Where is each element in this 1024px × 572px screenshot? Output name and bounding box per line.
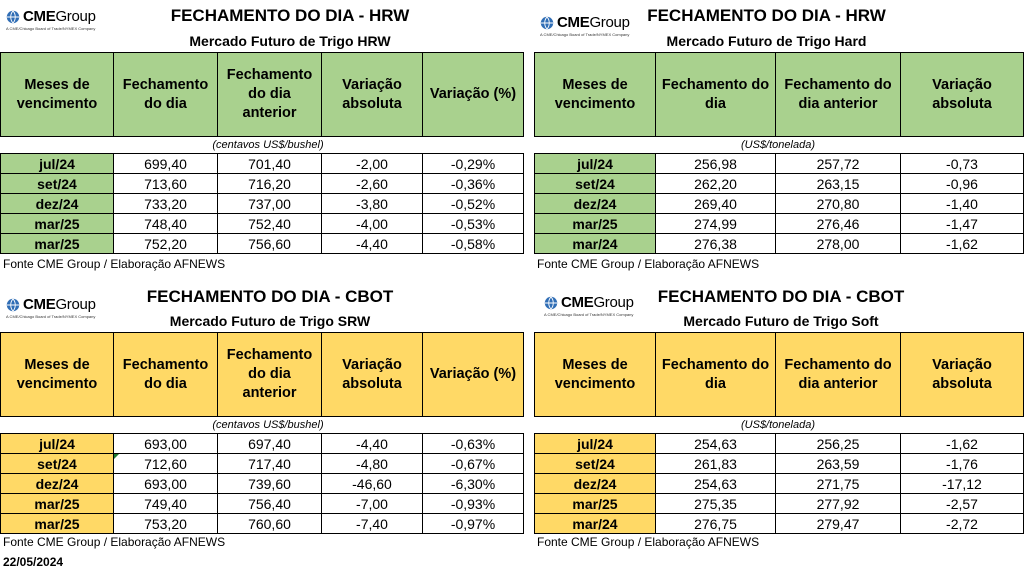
table-row: mar/25 752,20 756,60 -4,40 -0,58% [1,234,524,254]
table-row: mar/25 274,99 276,46 -1,47 [535,214,1024,234]
header-cell: Fechamento do dia anterior [776,333,901,417]
panel-subtitle: Mercado Futuro de Trigo Hard [666,33,867,49]
header-cell: Fechamento do dia [114,333,218,417]
header-cell: Variação absoluta [901,53,1024,137]
table-row: dez/24 693,00 739,60 -46,60 -6,30% [1,474,524,494]
panel-title: FECHAMENTO DO DIA - HRW [170,6,410,25]
header-cell: Fechamento do dia [114,53,218,137]
globe-icon [6,298,20,312]
header-cell: Meses de vencimento [1,53,114,137]
globe-icon [6,10,20,24]
source-note: Fonte CME Group / Elaboração AFNEWS [537,257,760,271]
header-cell: Meses de vencimento [1,333,114,417]
panel-subtitle: Mercado Futuro de Trigo Soft [683,313,879,329]
panel-title: FECHAMENTO DO DIA - HRW [647,6,886,25]
header-cell: Variação absoluta [322,333,423,417]
source-note: Fonte CME Group / Elaboração AFNEWS [3,535,226,549]
report-date: 22/05/2024 [3,555,64,569]
header-cell: Variação (%) [423,53,524,137]
table-row: mar/25 748,40 752,40 -4,00 -0,53% [1,214,524,234]
logo-tagline: A CME/Chicago Board of Trade/NYMEX Company [544,312,634,317]
cme-group-logo: CMEGroup A CME/Chicago Board of Trade/NYMEX Company [6,8,126,42]
table-row: mar/25 753,20 760,60 -7,40 -0,97% [1,514,524,534]
futures-table [534,52,1024,254]
header-cell: Fechamento do dia anterior [218,53,322,137]
header-cell: Variação absoluta [322,53,423,137]
table-row: dez/24 254,63 271,75 -17,12 [535,474,1024,494]
logo-tagline: A CME/Chicago Board of Trade/NYMEX Company [540,32,630,37]
cme-group-logo: CMEGroup A CME/Chicago Board of Trade/NYMEX Company [544,294,664,328]
futures-table [534,332,1024,534]
table-header-row [1,53,524,137]
table-row: mar/24 276,75 279,47 -2,72 [535,514,1024,534]
table-row: mar/25 749,40 756,40 -7,00 -0,93% [1,494,524,514]
header-cell: Variação absoluta [901,333,1024,417]
table-row: jul/24 254,63 256,25 -1,62 [535,434,1024,454]
table-row: jul/24 693,00 697,40 -4,40 -0,63% [1,434,524,454]
header-cell: Fechamento do dia anterior [776,53,901,137]
table-row: jul/24 256,98 257,72 -0,73 [535,154,1024,174]
unit-label: (centavos US$/bushel) [212,419,324,431]
table-row: mar/25 275,35 277,92 -2,57 [535,494,1024,514]
logo-tagline: A CME/Chicago Board of Trade/NYMEX Company [6,26,96,31]
table-row: jul/24 699,40 701,40 -2,00 -0,29% [1,154,524,174]
futures-table [0,332,524,534]
header-cell: Fechamento do dia [656,333,776,417]
source-note: Fonte CME Group / Elaboração AFNEWS [537,535,760,549]
header-cell: Fechamento do dia anterior [218,333,322,417]
source-note: Fonte CME Group / Elaboração AFNEWS [3,257,226,271]
panel-subtitle: Mercado Futuro de Trigo HRW [189,33,391,49]
logo-tagline: A CME/Chicago Board of Trade/NYMEX Company [6,314,96,319]
cell-note-marker [114,454,119,459]
table-header-row [535,333,1024,417]
table-row: mar/24 276,38 278,00 -1,62 [535,234,1024,254]
cme-group-logo: CMEGroup A CME/Chicago Board of Trade/NYMEX Company [6,296,126,330]
header-cell: Fechamento do dia [656,53,776,137]
unit-label: (centavos US$/bushel) [212,139,324,151]
header-cell: Meses de vencimento [535,333,656,417]
panel-title: FECHAMENTO DO DIA - CBOT [657,287,905,306]
globe-icon [544,296,558,310]
cme-group-logo: CMEGroup A CME/Chicago Board of Trade/NYMEX Company [540,14,660,48]
table-row: set/24 261,83 263,59 -1,76 [535,454,1024,474]
table-row: dez/24 733,20 737,00 -3,80 -0,52% [1,194,524,214]
table-row: set/24 712,60 717,40 -4,80 -0,67% [1,454,524,474]
panel-title: FECHAMENTO DO DIA - CBOT [146,287,394,306]
table-row: set/24 713,60 716,20 -2,60 -0,36% [1,174,524,194]
panel-subtitle: Mercado Futuro de Trigo SRW [169,313,371,329]
globe-icon [540,16,554,30]
unit-label: (US$/tonelada) [741,139,815,151]
table-header-row [535,53,1024,137]
header-cell: Meses de vencimento [535,53,656,137]
header-cell: Variação (%) [423,333,524,417]
table-header-row [1,333,524,417]
unit-label: (US$/tonelada) [741,419,815,431]
table-row: set/24 262,20 263,15 -0,96 [535,174,1024,194]
table-row: dez/24 269,40 270,80 -1,40 [535,194,1024,214]
futures-table [0,52,524,254]
